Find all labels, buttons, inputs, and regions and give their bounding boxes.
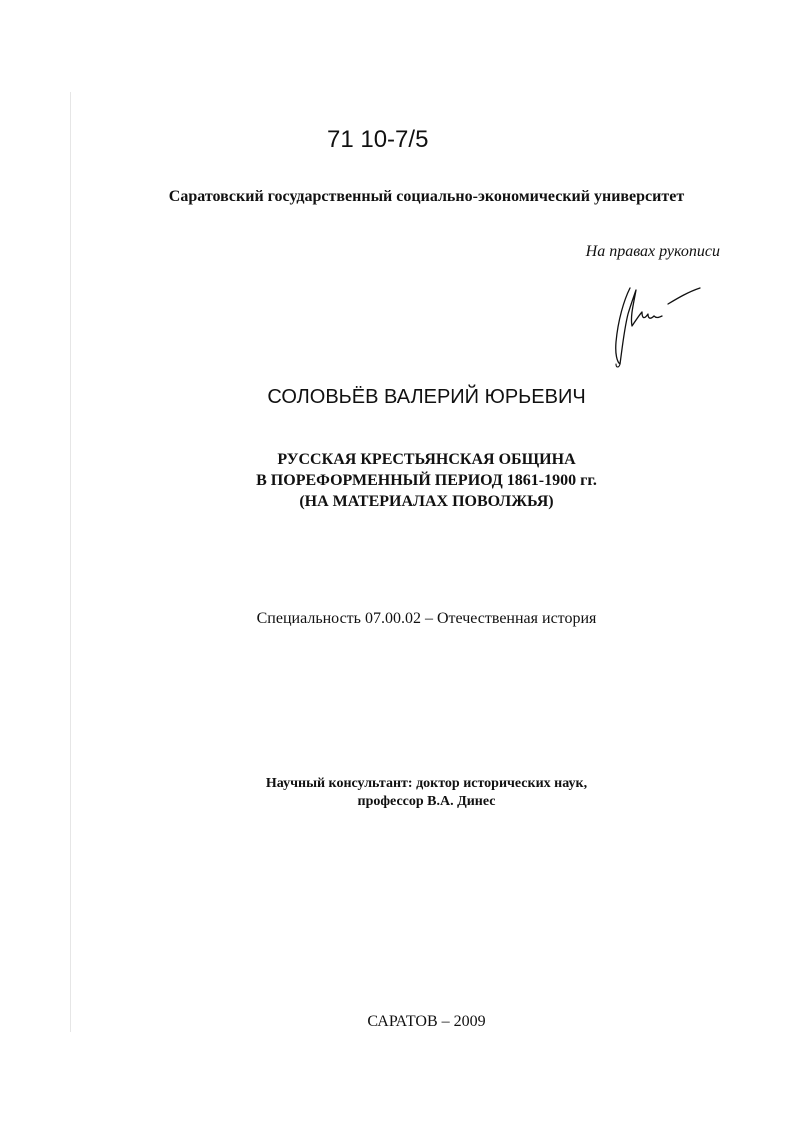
specialty-line: Специальность 07.00.02 – Отечественная история <box>256 610 597 627</box>
scientific-consultant <box>0 775 793 811</box>
title-line: РУССКАЯ КРЕСТЬЯНСКАЯ ОБЩИНА <box>277 451 576 468</box>
consultant-line: профессор В.А. Динес <box>357 794 496 809</box>
rights-notice: На правах рукописи <box>585 243 720 260</box>
consultant-line: Научный консультант: доктор исторических наук, <box>265 776 588 791</box>
catalog-stamp-number: 71 10-7/5 <box>327 126 429 153</box>
dissertation-title <box>0 449 793 512</box>
city-year: САРАТОВ – 2009 <box>367 1013 486 1030</box>
university-name: Саратовский государственный социально-экономический университет <box>168 188 685 205</box>
scan-edge-line <box>70 92 71 1032</box>
title-line: В ПОРЕФОРМЕННЫЙ ПЕРИОД 1861-1900 гг. <box>256 472 597 489</box>
title-line: (НА МАТЕРИАЛАХ ПОВОЛЖЬЯ) <box>299 493 554 510</box>
author-name: СОЛОВЬЁВ ВАЛЕРИЙ ЮРЬЕВИЧ <box>267 386 586 408</box>
signature-handwritten <box>608 280 708 370</box>
